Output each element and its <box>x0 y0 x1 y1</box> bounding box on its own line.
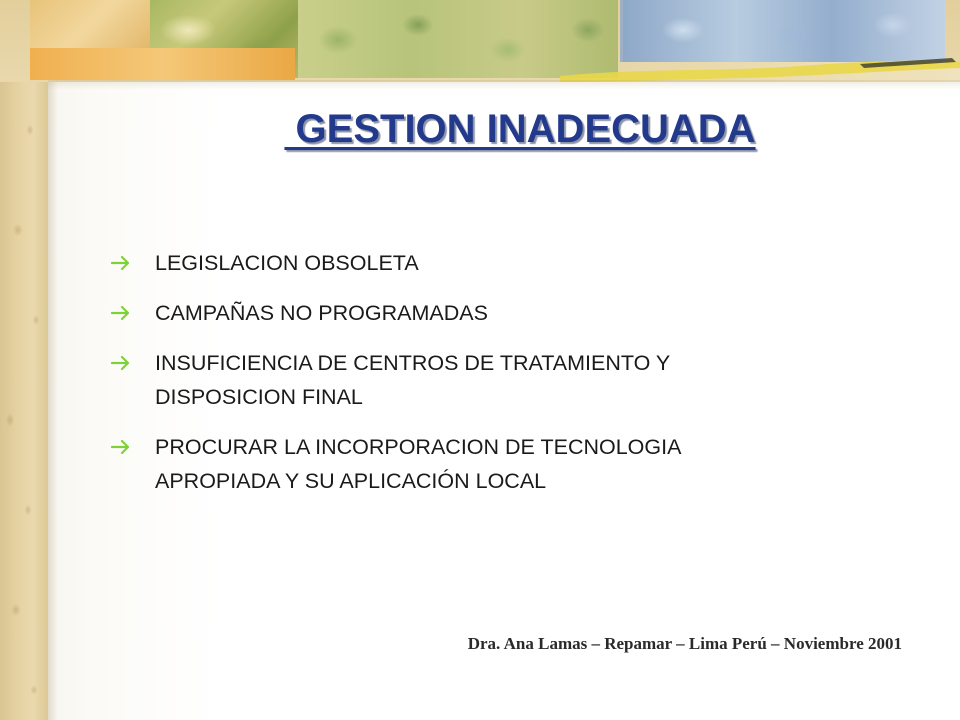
bullet-text-line: APROPIADA Y SU APLICACIÓN LOCAL <box>155 469 547 493</box>
bullet-item <box>110 296 870 330</box>
footer-credit: Dra. Ana Lamas – Repamar – Lima Perú – Noviembre 2001 <box>467 634 902 653</box>
bullet-item <box>110 430 870 498</box>
bullet-text-line: INSUFICIENCIA DE CENTROS DE TRATAMIENTO Y <box>155 351 671 375</box>
blue-texture-tile <box>620 0 945 62</box>
slide-title: GESTION INADECUADA <box>284 107 756 151</box>
bullet-text-line: CAMPAÑAS NO PROGRAMADAS <box>155 301 488 325</box>
top-decorative-banner <box>0 0 960 82</box>
arrow-right-icon <box>110 302 132 324</box>
banner-shadow <box>48 80 960 90</box>
bullet-item <box>110 346 870 414</box>
orange-band-tile <box>30 48 295 80</box>
bullet-text-line: PROCURAR LA INCORPORACION DE TECNOLOGIA <box>155 435 682 459</box>
bullet-text-line: LEGISLACION OBSOLETA <box>155 251 419 275</box>
arrow-right-icon <box>110 436 132 458</box>
arrow-right-icon <box>110 252 132 274</box>
arrow-right-icon <box>110 352 132 374</box>
orange-tile <box>30 0 150 50</box>
bullet-text-line: DISPOSICION FINAL <box>155 385 363 409</box>
bullet-item <box>110 246 870 280</box>
bullet-list <box>110 246 870 514</box>
